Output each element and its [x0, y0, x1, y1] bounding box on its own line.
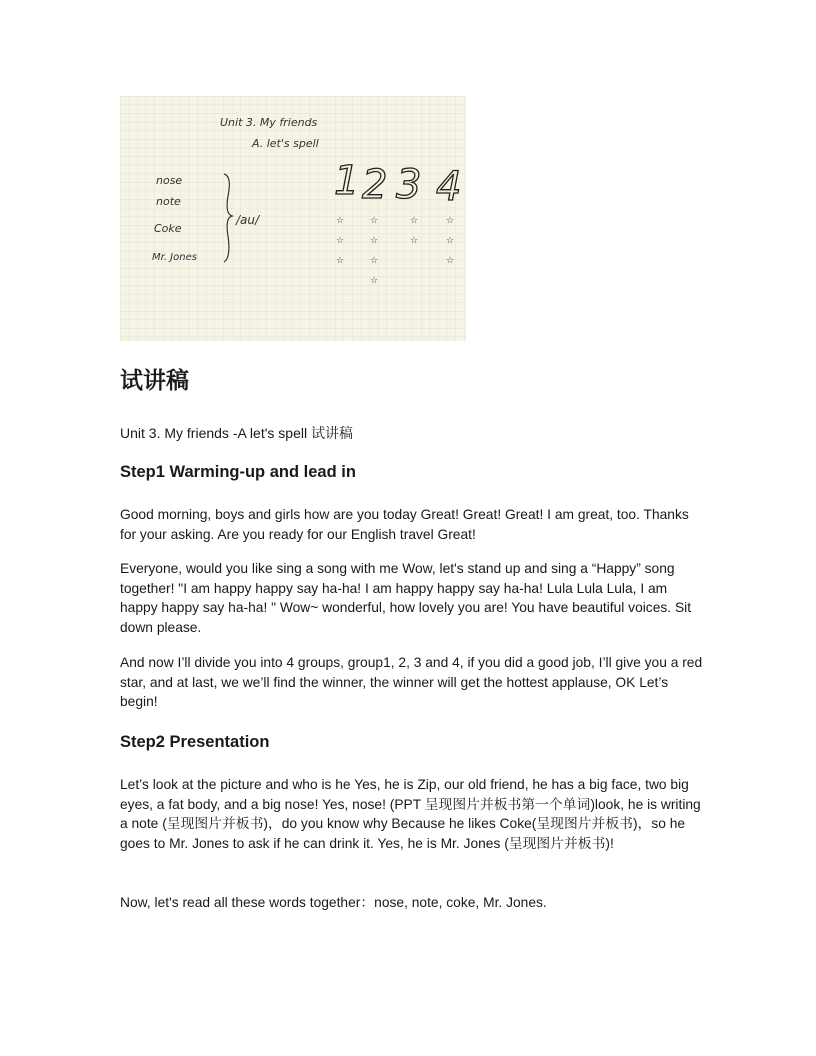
blackboard-image — [120, 96, 466, 341]
board-title-line2: A. let's spell — [252, 137, 319, 150]
board-star-mark: ☆ — [410, 236, 419, 246]
board-star-mark: ☆ — [336, 216, 345, 226]
step1-paragraph-3: And now I’ll divide you into 4 groups, group1, 2, 3 and 4, if you did a good job, I’ll give you a red star, and at last, we we’ll find the winner, the winner will get the hottest applause, OK Let’s begin! — [120, 655, 703, 710]
board-word-1: nose — [156, 174, 183, 187]
board-star-mark: ☆ — [336, 236, 345, 246]
board-star-mark: ☆ — [446, 256, 455, 266]
board-star-mark: ☆ — [370, 276, 379, 286]
board-star-mark: ☆ — [446, 236, 455, 246]
board-star-mark: ☆ — [370, 236, 379, 246]
board-title-line1: Unit 3. My friends — [220, 116, 318, 129]
board-group-number-2: 2 — [362, 162, 388, 208]
board-star-mark: ☆ — [370, 216, 379, 226]
board-phoneme: /au/ — [236, 213, 260, 227]
document-subtitle: Unit 3. My friends -A let's spell 试讲稿 — [120, 425, 353, 441]
page-title: 试讲稿 — [120, 368, 189, 394]
step2-paragraph-1: Let’s look at the picture and who is he Yes, he is Zip, our old friend, he has a big face, two big eyes, a fat body, and a big nose! Yes, nose! (PPT 呈现图片并板书第一个单词)look, he is writing a note (呈现图片并板书)，do you know why Because he likes Coke(呈现图片并板书)，so he goes to Mr. Jones to ask if he can drink it. Yes, he is Mr. Jones (呈现图片并板书)! — [120, 777, 701, 851]
board-word-3: Coke — [154, 222, 182, 235]
board-star-mark: ☆ — [370, 256, 379, 266]
board-word-4: Mr. Jones — [152, 252, 197, 263]
board-star-mark: ☆ — [336, 256, 345, 266]
board-group-number-3: 3 — [396, 162, 422, 208]
board-star-mark: ☆ — [446, 216, 455, 226]
board-star-mark: ☆ — [410, 216, 419, 226]
step1-paragraph-2: Everyone, would you like sing a song with me Wow, let's stand up and sing a “Happy” song together! "I am happy happy say ha-ha! I am happy happy say ha-ha! Lula Lula Lula, I am happy happy say ha-ha! " Wow~ wonderful, how lovely you are! You have beautiful voices. Sit down please. — [120, 561, 692, 635]
board-group-number-1: 1 — [334, 158, 360, 204]
step2-paragraph-2: Now, let's read all these words together：nose, note, coke, Mr. Jones. — [120, 895, 547, 910]
step1-paragraph-1: Good morning, boys and girls how are you today Great! Great! Great! I am great, too. Thanks for your asking. Are you ready for our English travel Great! — [120, 507, 689, 542]
board-group-number-4: 4 — [436, 164, 462, 210]
step2-heading: Step2 Presentation — [120, 733, 270, 751]
board-word-2: note — [156, 195, 181, 208]
step1-heading: Step1 Warming-up and lead in — [120, 463, 356, 481]
